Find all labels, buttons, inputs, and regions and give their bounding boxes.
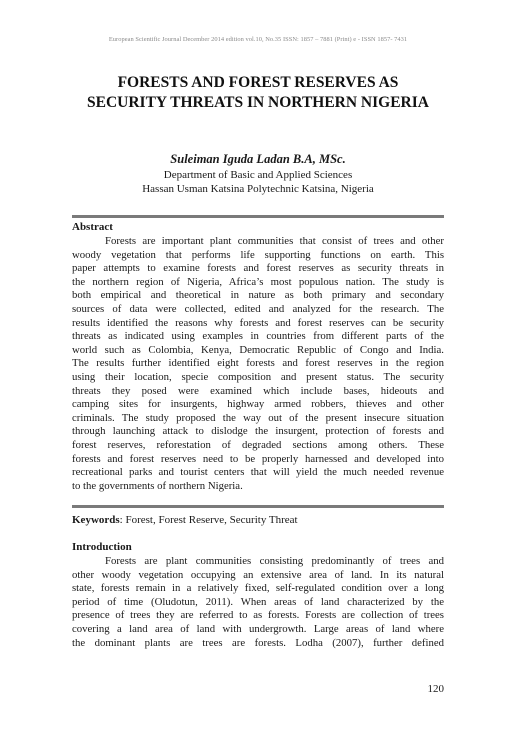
abstract-line: through launching attack to dislodge the insurgent, protection of forests and — [72, 425, 444, 438]
paper-title — [40, 73, 476, 113]
abstract-body — [72, 235, 444, 493]
abstract-line: paper attempts to examine forests and forest reserves as security threats in — [72, 262, 444, 275]
section-divider — [72, 505, 444, 508]
introduction-line: Forests are plant communities consisting predominantly of trees and — [105, 555, 444, 567]
introduction-line: other woody vegetation occupying an extensive area of land. In its natural — [72, 568, 444, 581]
title-line-1: FORESTS AND FOREST RESERVES AS — [117, 74, 399, 91]
introduction-heading: Introduction — [72, 541, 132, 553]
introduction-line: the dominant plants are trees are forests. Lodha (2007), further defined — [72, 636, 444, 649]
author-name: Suleiman Iguda Ladan B.A, MSc. — [170, 152, 346, 166]
abstract-line: world such as Colombia, Kenya, Democratic Republic of Congo and India. — [72, 343, 444, 356]
introduction-line: state, forests remain in a relatively fixed, self-regulated condition over a long — [72, 582, 444, 595]
abstract-line: threats as indicated using examples in countries from different parts of the — [72, 330, 444, 343]
abstract-line: Forests are important plant communities that consist of trees and other — [105, 235, 444, 247]
introduction-line: presence of trees they are referred to as forests. Forests are collection of trees — [72, 609, 444, 622]
abstract-line: criminals. The study proposed the way out of the present insecure situation — [72, 411, 444, 424]
title-line-2: SECURITY THREATS IN NORTHERN NIGERIA — [87, 94, 429, 111]
abstract-line: both empirical and theoretical in nature as both primary and secondary — [72, 289, 444, 302]
abstract-line: the northern region of Nigeria, Africa’s most populous nation. The study is — [72, 275, 444, 288]
author-block — [40, 151, 476, 196]
abstract-line: threats they posed were examined which include bases, hideouts and — [72, 384, 444, 397]
abstract-line: forests and forest reserves need to be properly harnessed and developed into — [72, 452, 444, 465]
introduction-line: period of time (Oludotun, 2011). When areas of land characterized by the — [72, 595, 444, 608]
section-divider — [72, 215, 444, 218]
keywords-label: Keywords — [72, 514, 120, 526]
abstract-line: results identified the reasons why forests and forest reserves can be security — [72, 316, 444, 329]
abstract-line: sources of data were collected, edited and analyzed for the research. The — [72, 302, 444, 315]
introduction-body — [72, 555, 444, 650]
running-header: European Scientific Journal December 2014 edition vol.10, No.35 ISSN: 1857 – 7881 (Print) e - ISSN 1857- 7431 — [108, 36, 408, 43]
author-department: Department of Basic and Applied Sciences — [163, 169, 353, 181]
keywords-line — [72, 514, 298, 527]
abstract-heading: Abstract — [72, 221, 113, 233]
abstract-line: using their location, specie composition and present status. The security — [72, 370, 444, 383]
introduction-line: covering a land area of land with undergrowth. Large areas of land where — [72, 622, 444, 635]
abstract-line: The results further identified eight forests and forest reserves in the region — [72, 357, 444, 370]
abstract-line: to the governments of northern Nigeria. — [72, 479, 243, 492]
abstract-line: camping sites for insurgents, highway armed robbers, thieves and other — [72, 398, 444, 411]
abstract-line: forest reserves, reforestation of degraded sections among others. These — [72, 438, 444, 451]
page-number: 120 — [427, 683, 444, 695]
author-institution: Hassan Usman Katsina Polytechnic Katsina, Nigeria — [142, 183, 374, 195]
abstract-line: recreational parks and tourist centers that will yield the much needed revenue — [72, 466, 444, 479]
abstract-line: woody vegetation that performs life supporting functions on earth. This — [72, 248, 444, 261]
keywords-value: : Forest, Forest Reserve, Security Threat — [119, 514, 298, 526]
